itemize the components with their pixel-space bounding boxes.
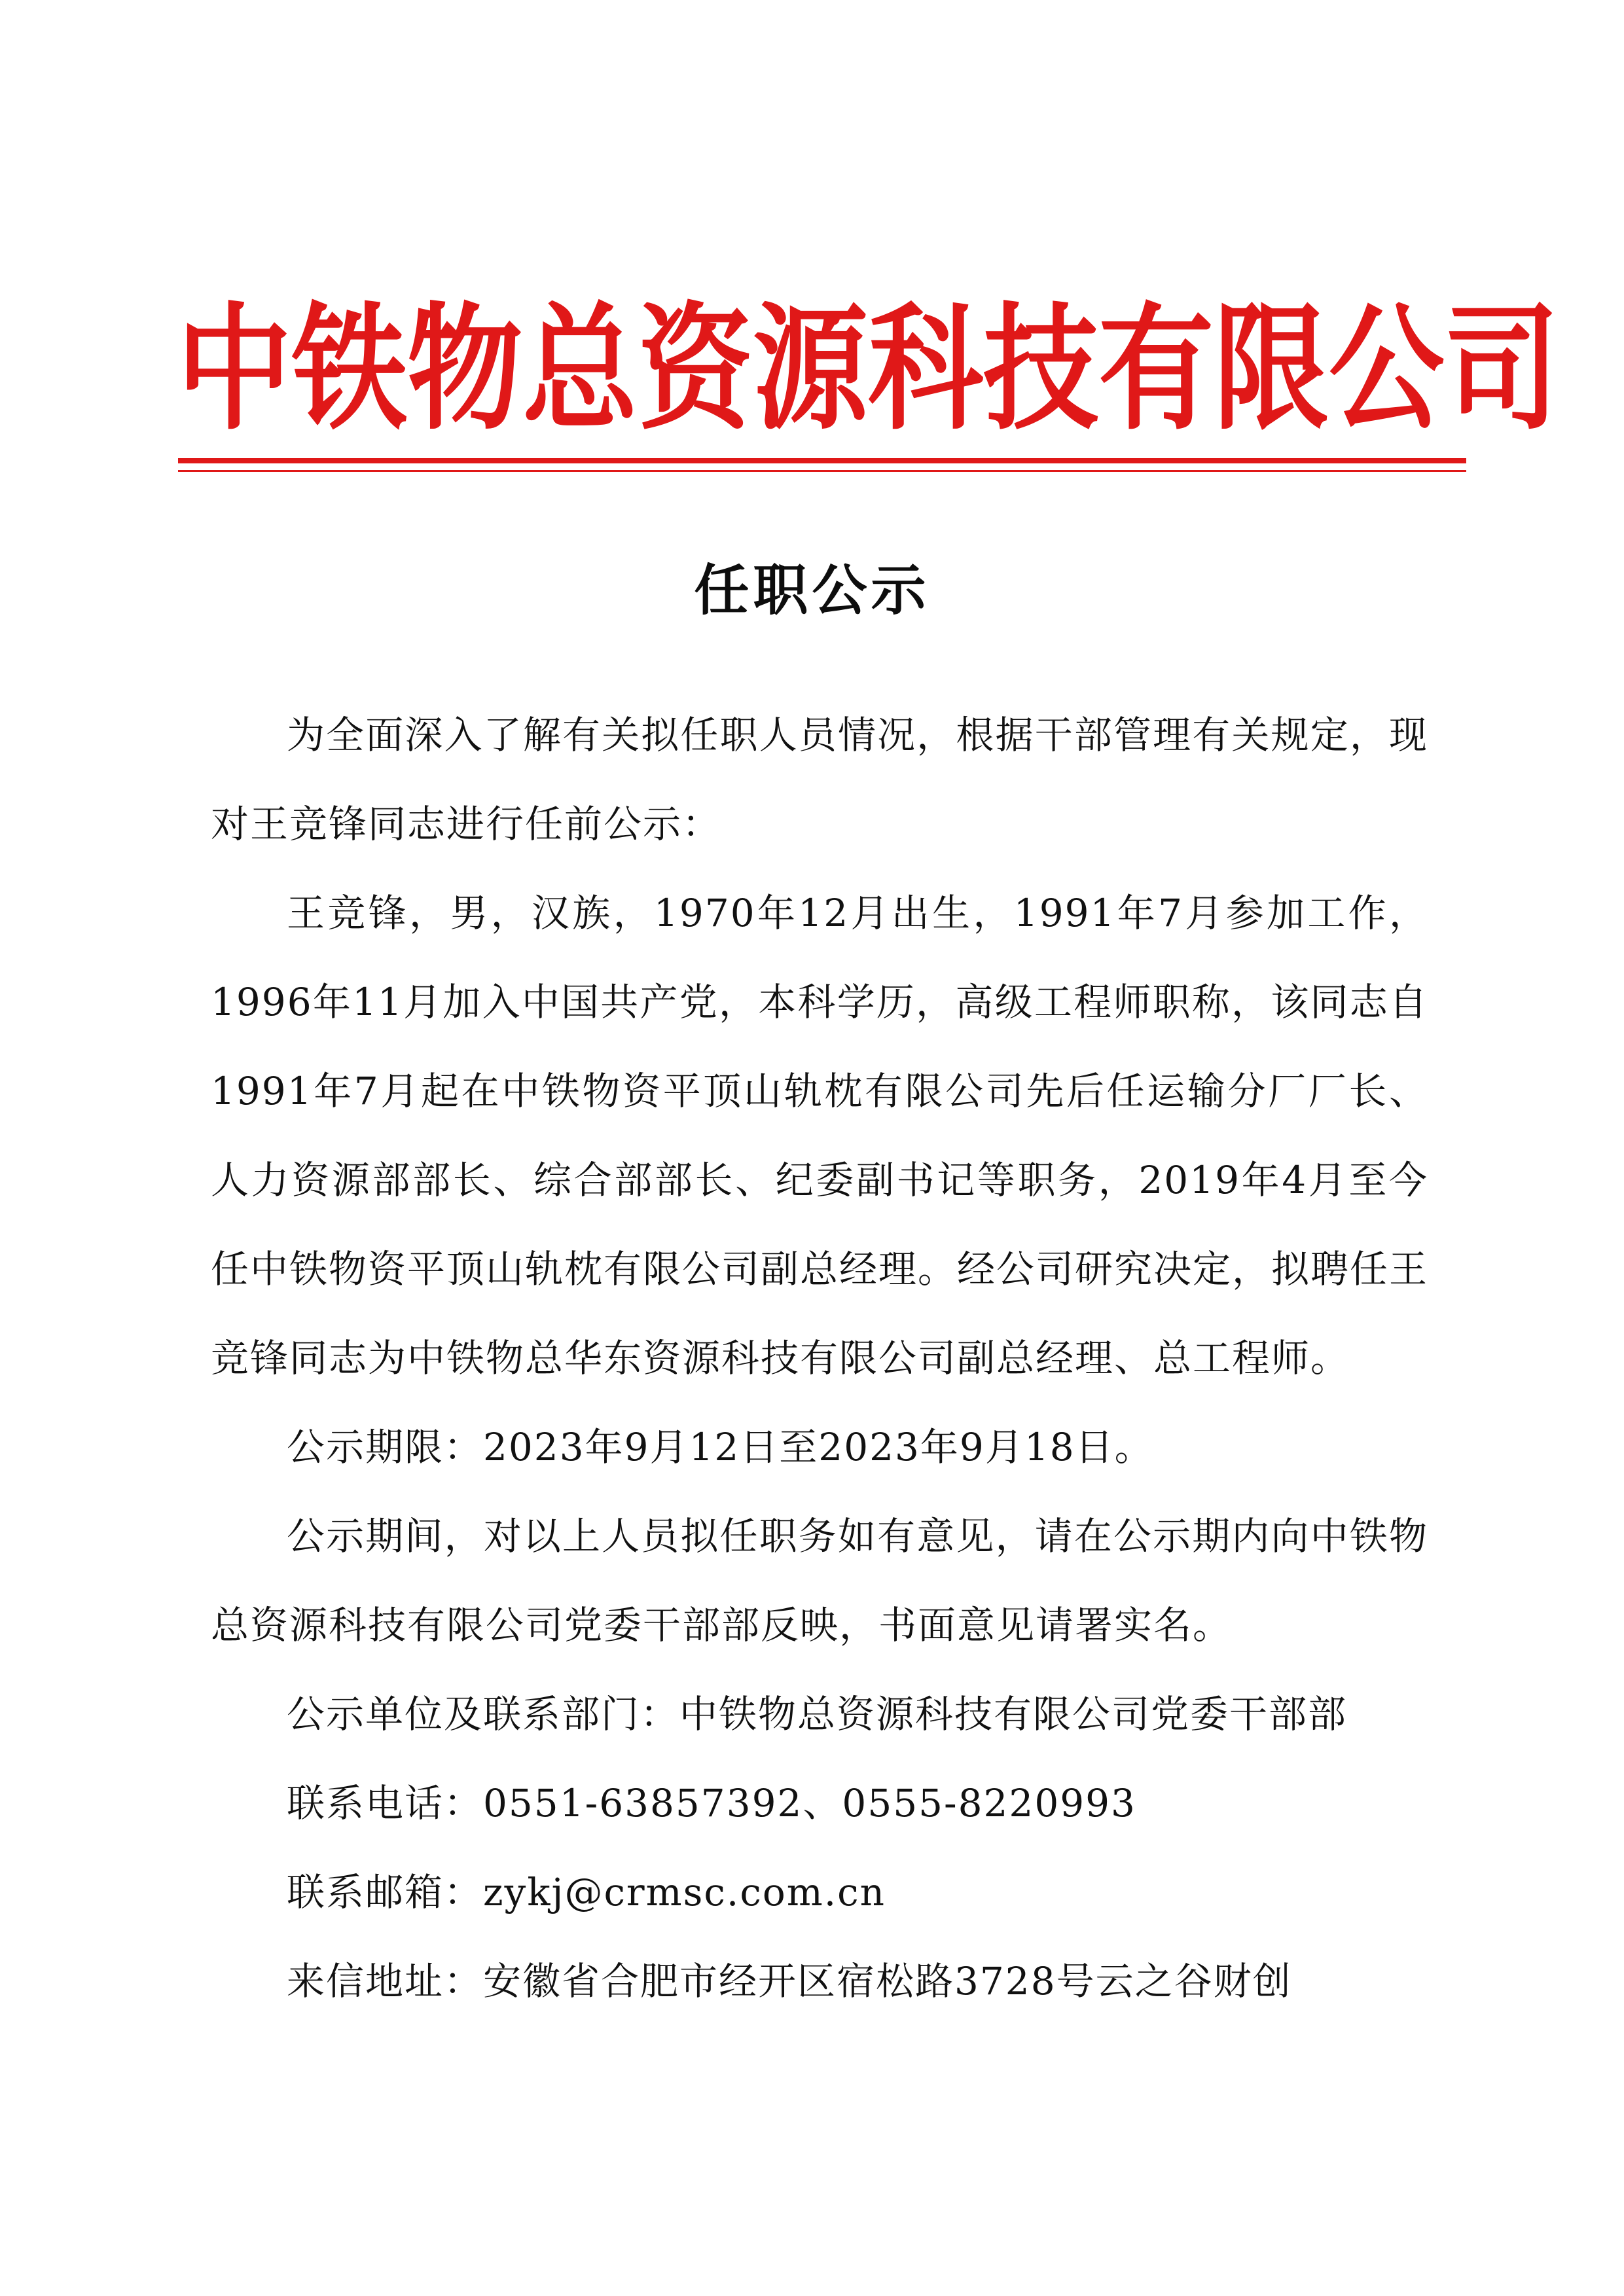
letterhead-company-name xyxy=(177,281,1560,458)
feedback-paragraph: 公示期间，对以上人员拟任职务如有意见，请在公示期内向中铁物总资源科技有限公司党委干部部反映，书面意见请署实名。 xyxy=(211,1514,1428,1647)
letterhead-char: 司 xyxy=(1444,290,1560,449)
letterhead-char: 限 xyxy=(1214,290,1329,449)
contact-email-line: 联系邮箱：zykj@crmsc.com.cn xyxy=(287,1870,886,1914)
letterhead-char: 源 xyxy=(753,290,869,449)
contact-department-line: 公示单位及联系部门：中铁物总资源科技有限公司党委干部部 xyxy=(287,1692,1348,1736)
mailing-address-line: 来信地址：安徽省合肥市经开区宿松路3728号云之谷财创 xyxy=(287,1959,1292,2003)
candidate-bio-paragraph: 王竞锋，男，汉族，1970年12月出生，1991年7月参加工作，1996年11月加入中国共产党，本科学历，高级工程师职称，该同志自1991年7月起在中铁物资平顶山轨枕有限公司先后任运输分厂厂长、人力资源部部长、综合部部长、纪委副书记等职务，2019年4月至今任中铁物资平顶山轨枕有限公司副总经理。经公司研究决定，拟聘任王竞锋同志为中铁物总华东资源科技有限公司副总经理、总工程师。 xyxy=(211,891,1429,1380)
letterhead-char: 总 xyxy=(522,290,638,449)
letterhead-divider-thick xyxy=(178,458,1466,463)
letterhead-char: 物 xyxy=(407,290,523,449)
document-body xyxy=(211,691,1428,2026)
intro-paragraph: 为全面深入了解有关拟任职人员情况，根据干部管理有关规定，现对王竞锋同志进行任前公示： xyxy=(211,713,1428,846)
letterhead-char: 科 xyxy=(868,290,984,449)
letterhead-char: 铁 xyxy=(292,290,408,449)
letterhead-divider-thin xyxy=(178,470,1466,472)
letterhead-char: 资 xyxy=(638,290,753,449)
letterhead-char: 有 xyxy=(1098,290,1214,449)
document-title: 任职公示 xyxy=(694,558,930,622)
letterhead-char: 技 xyxy=(983,290,1099,449)
letterhead-char: 中 xyxy=(177,290,293,449)
contact-phone-line: 联系电话：0551-63857392、0555-8220993 xyxy=(287,1781,1136,1825)
notice-period-paragraph: 公示期限：2023年9月12日至2023年9月18日。 xyxy=(287,1425,1154,1469)
letterhead-char: 公 xyxy=(1329,290,1445,449)
